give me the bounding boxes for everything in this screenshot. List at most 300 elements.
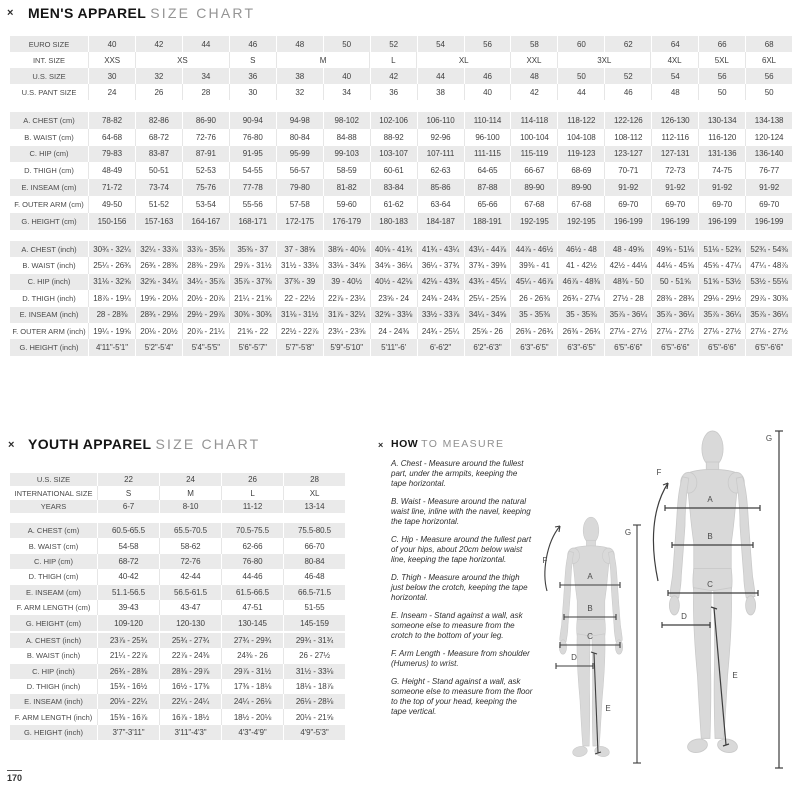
row-label: B. WAIST (cm) — [10, 538, 98, 553]
table-cell: 5'6"-5'7" — [230, 339, 277, 355]
table-cell: 25⅝ - 26 — [465, 323, 512, 339]
mens-size-cm-table — [10, 112, 792, 230]
table-cell: 39⅜ - 41 — [511, 257, 558, 273]
table-cell: 26¾ - 28⅜ — [98, 664, 160, 679]
table-cell: 34 — [324, 84, 371, 100]
table-cell: 114-118 — [511, 112, 558, 129]
table-cell: 70.5-75.5 — [222, 523, 284, 538]
table-cell: 188-191 — [465, 213, 512, 230]
measure-instruction: D. Thigh - Measure around the thigh just below the crotch, keeping the tape horizontal. — [391, 573, 528, 602]
table-cell: 50 — [699, 84, 746, 100]
row-label: INTERNATIONAL SIZE — [10, 486, 98, 499]
table-cell: 34¼ - 34⅝ — [465, 307, 512, 323]
table-cell: XXS — [89, 52, 136, 68]
table-cell: 53-54 — [183, 196, 230, 213]
adult-figure — [653, 431, 783, 768]
table-cell: 5'7"-5'8" — [277, 339, 324, 355]
mens-size-header-table — [10, 36, 792, 100]
table-cell: 47¼ - 48⅞ — [746, 257, 792, 273]
youth-size-inch-table — [10, 633, 345, 740]
row-label: E. INSEAM (cm) — [10, 179, 89, 196]
row-label: D. THIGH (cm) — [10, 162, 89, 179]
table-cell: 196-199 — [652, 213, 699, 230]
table-cell: 30¾ - 32¼ — [89, 241, 136, 257]
table-cell: 45¼ - 46⅞ — [511, 274, 558, 290]
row-label: A. CHEST (cm) — [10, 523, 98, 538]
table-cell: 112-116 — [652, 129, 699, 146]
row-label: E. INSEAM (inch) — [10, 694, 98, 709]
table-cell: 76-80 — [230, 129, 277, 146]
table-cell: 56.5-61.5 — [160, 585, 222, 600]
table-row — [10, 179, 792, 196]
table-cell: 20⅛ - 20½ — [136, 323, 183, 339]
table-cell: 35 - 35⅜ — [558, 307, 605, 323]
table-cell: 136-140 — [746, 146, 792, 163]
table-cell: 54 — [418, 36, 465, 52]
table-row — [10, 600, 345, 615]
table-cell: 44-46 — [222, 569, 284, 584]
table-cell: 72-76 — [160, 554, 222, 569]
table-cell: L — [222, 486, 284, 499]
row-label: G. HEIGHT (inch) — [10, 339, 89, 355]
table-cell: 52¾ - 54⅜ — [746, 241, 792, 257]
table-cell: 57-58 — [277, 196, 324, 213]
table-row — [10, 129, 792, 146]
table-row — [10, 84, 792, 100]
table-cell: 69-70 — [746, 196, 792, 213]
table-cell: 50 — [324, 36, 371, 52]
table-row — [10, 569, 345, 584]
table-cell: 30 — [230, 84, 277, 100]
mens-title-bold: MEN'S APPAREL — [28, 5, 147, 21]
table-cell: 26 — [222, 473, 284, 486]
table-cell: 172-175 — [277, 213, 324, 230]
table-cell: 46 — [465, 68, 512, 84]
table-cell: 71-72 — [89, 179, 136, 196]
table-cell: 6XL — [746, 52, 792, 68]
youth-section-title — [28, 436, 260, 452]
table-cell: 123-127 — [605, 146, 652, 163]
table-cell: 38 — [418, 84, 465, 100]
table-cell: 38 — [277, 68, 324, 84]
table-cell: 32 — [136, 68, 183, 84]
table-cell: 116-120 — [699, 129, 746, 146]
table-row — [10, 241, 792, 257]
table-cell: 56 — [465, 36, 512, 52]
table-cell: 58-62 — [160, 538, 222, 553]
table-cell: 91-95 — [230, 146, 277, 163]
table-cell: 20½ - 20⅞ — [183, 290, 230, 306]
table-cell: 20⅞ - 21¼ — [183, 323, 230, 339]
table-cell: 39 - 40½ — [324, 274, 371, 290]
table-cell: 65.5-70.5 — [160, 523, 222, 538]
measure-instruction: E. Inseam - Stand against a wall, ask someone else to measure from the crotch to the bottom of your leg. — [391, 611, 523, 640]
table-cell: 111-115 — [465, 146, 512, 163]
table-cell: 44 — [183, 36, 230, 52]
table-cell: 22¼ - 24¼ — [160, 694, 222, 709]
youth-label-e: E — [605, 704, 611, 713]
table-cell: 68-72 — [98, 554, 160, 569]
table-cell: 75.5-80.5 — [284, 523, 345, 538]
table-row — [10, 339, 792, 355]
table-cell: 33⅞ - 35⅜ — [183, 241, 230, 257]
table-cell: 48 - 49⅝ — [605, 241, 652, 257]
table-cell: 6'5"-6'6" — [652, 339, 699, 355]
table-cell: 53½ - 55⅛ — [746, 274, 792, 290]
table-cell: 192-195 — [511, 213, 558, 230]
table-cell: 34 — [183, 68, 230, 84]
table-cell: 28⅜ - 28¾ — [652, 290, 699, 306]
table-cell: 23¼ - 23⅝ — [324, 323, 371, 339]
table-cell: L — [370, 52, 417, 68]
table-row — [10, 146, 792, 163]
table-cell: 50 — [746, 84, 792, 100]
table-cell: 60-61 — [371, 162, 418, 179]
youth-size-cm-table — [10, 523, 345, 631]
table-row — [10, 679, 345, 694]
table-cell: 43-47 — [160, 600, 222, 615]
row-label: U.S. PANT SIZE — [10, 84, 89, 100]
table-cell: 75-76 — [183, 179, 230, 196]
table-cell: 48 — [277, 36, 324, 52]
table-cell: 68 — [746, 36, 792, 52]
youth-label-d: D — [571, 653, 577, 662]
table-row — [10, 709, 345, 724]
table-row — [10, 112, 792, 129]
table-cell: 52 — [605, 68, 652, 84]
table-cell: 51-55 — [284, 600, 345, 615]
table-cell: 55-56 — [230, 196, 277, 213]
table-cell: 130-134 — [699, 112, 746, 129]
table-cell: 110-114 — [465, 112, 512, 129]
table-cell: 72-76 — [183, 129, 230, 146]
row-label: E. INSEAM (cm) — [10, 585, 98, 600]
table-cell: 51-52 — [136, 196, 183, 213]
table-cell: 61.5-66.5 — [222, 585, 284, 600]
row-label: F. ARM LENGTH (cm) — [10, 600, 98, 615]
row-label: G. HEIGHT (cm) — [10, 615, 98, 630]
how-to-measure-figures — [538, 423, 792, 772]
row-label: YEARS — [10, 500, 98, 513]
table-cell: 59-60 — [324, 196, 371, 213]
table-cell: 29⅞ - 31½ — [222, 664, 284, 679]
table-cell: 62-66 — [222, 538, 284, 553]
table-cell: 22 — [98, 473, 160, 486]
row-label: B. WAIST (inch) — [10, 648, 98, 663]
table-cell: 21¼ - 21⅝ — [230, 290, 277, 306]
measure-instruction: C. Hip - Measure around the fullest part of your hips, about 20cm below waist line, keeping the tape horizontal. — [391, 535, 532, 564]
table-cell: 131-136 — [699, 146, 746, 163]
table-cell: 25¼ - 26¾ — [89, 257, 136, 273]
table-cell: 28 — [183, 84, 230, 100]
table-cell: 28⅜ - 29⅞ — [183, 257, 230, 273]
table-cell: 35⅞ - 37⅜ — [230, 274, 277, 290]
mens-title-light: SIZE CHART — [150, 5, 256, 21]
table-cell: 22½ - 22⅞ — [277, 323, 324, 339]
table-cell: 24⅜ - 26 — [222, 648, 284, 663]
row-label: INT. SIZE — [10, 52, 89, 68]
table-cell: 29⅞ - 31½ — [230, 257, 277, 273]
table-cell: 20⅛ - 21⅝ — [284, 709, 345, 724]
measure-instruction: A. Chest - Measure around the fullest part, under the armpits, keeping the tape horizontal. — [391, 459, 524, 488]
table-cell: 180-183 — [371, 213, 418, 230]
table-cell: 43¼ - 44⅞ — [465, 241, 512, 257]
table-row — [10, 538, 345, 553]
table-cell: 89-90 — [511, 179, 558, 196]
table-cell: 89-90 — [558, 179, 605, 196]
table-cell: S — [98, 486, 160, 499]
row-label: G. HEIGHT (cm) — [10, 213, 89, 230]
table-cell: 164-167 — [183, 213, 230, 230]
table-cell: 15⅜ - 16⅞ — [98, 709, 160, 724]
table-row — [10, 274, 792, 290]
table-cell: 32 — [277, 84, 324, 100]
table-cell: 23⅝ - 24 — [371, 290, 418, 306]
table-cell: 56 — [699, 68, 746, 84]
table-cell: 41¾ - 43¼ — [418, 241, 465, 257]
table-cell: 50 - 51⅝ — [652, 274, 699, 290]
table-cell: 127-131 — [652, 146, 699, 163]
table-cell: M — [160, 486, 222, 499]
table-cell: 49⅝ - 51⅛ — [652, 241, 699, 257]
adult-label-f: F — [656, 468, 662, 477]
table-cell: 47-51 — [222, 600, 284, 615]
row-label: C. HIP (cm) — [10, 146, 89, 163]
table-cell: 60 — [558, 36, 605, 52]
youth-title-light: SIZE CHART — [155, 436, 261, 452]
table-row — [10, 725, 345, 740]
table-cell: 3XL — [558, 52, 651, 68]
table-cell: 91-92 — [746, 179, 792, 196]
table-cell: 29⅛ - 29½ — [699, 290, 746, 306]
table-cell: 77-78 — [230, 179, 277, 196]
table-cell: 24 — [160, 473, 222, 486]
table-cell: 20⅛ - 22¼ — [98, 694, 160, 709]
table-cell: 106-110 — [418, 112, 465, 129]
table-cell: 44 — [418, 68, 465, 84]
table-cell: 5'9"-5'10" — [324, 339, 371, 355]
table-cell: 25¼ - 25⅝ — [465, 290, 512, 306]
table-cell: 54-55 — [230, 162, 277, 179]
table-cell: 25¾ - 27¾ — [160, 633, 222, 648]
table-cell: 36¼ - 37¾ — [418, 257, 465, 273]
mens-size-inch-table — [10, 241, 792, 356]
table-cell: 58-59 — [324, 162, 371, 179]
table-cell: 91-92 — [699, 179, 746, 196]
table-cell: 46⅞ - 48⅜ — [558, 274, 605, 290]
mens-section-title — [28, 5, 255, 21]
table-row — [10, 323, 792, 339]
youth-label-b: B — [587, 604, 593, 613]
table-row — [10, 585, 345, 600]
table-cell: 46 — [230, 36, 277, 52]
table-cell: 69-70 — [699, 196, 746, 213]
table-cell: 36 — [230, 68, 277, 84]
table-cell: 64 — [652, 36, 699, 52]
table-cell: 35⅞ - 36¼ — [746, 307, 792, 323]
table-cell: 27⅛ - 27½ — [746, 323, 792, 339]
table-cell: 108-112 — [605, 129, 652, 146]
table-cell: 5'11"-6' — [371, 339, 418, 355]
table-cell: 28⅜ - 29⅞ — [160, 664, 222, 679]
how-to-measure-marker-icon: × — [378, 440, 384, 450]
table-cell: 72-73 — [652, 162, 699, 179]
row-label: D. THIGH (inch) — [10, 290, 89, 306]
table-cell: 184-187 — [418, 213, 465, 230]
table-cell: 31½ - 33⅛ — [277, 257, 324, 273]
table-cell: 27¾ - 29¾ — [222, 633, 284, 648]
table-cell: 56-57 — [277, 162, 324, 179]
table-cell: 50 — [558, 68, 605, 84]
table-cell: 83-87 — [136, 146, 183, 163]
table-cell: 91-92 — [605, 179, 652, 196]
table-cell: 3'11"-4'3" — [160, 725, 222, 740]
table-cell: 40 — [324, 68, 371, 84]
adult-label-a: A — [707, 495, 713, 504]
table-cell: 27⅛ - 27½ — [605, 323, 652, 339]
row-label: C. HIP (inch) — [10, 274, 89, 290]
adult-label-e: E — [732, 671, 738, 680]
table-cell: 68-69 — [558, 162, 605, 179]
table-cell: 5XL — [699, 52, 746, 68]
table-cell: 26⅜ - 26¾ — [511, 323, 558, 339]
table-cell: S — [230, 52, 277, 68]
table-row — [10, 486, 345, 499]
table-row — [10, 554, 345, 569]
table-cell: 67-68 — [511, 196, 558, 213]
table-cell: 50-51 — [136, 162, 183, 179]
table-cell: 96-100 — [465, 129, 512, 146]
table-cell: 22 - 22½ — [277, 290, 324, 306]
table-cell: 66-67 — [511, 162, 558, 179]
table-cell: 66 — [699, 36, 746, 52]
table-cell: 87-88 — [465, 179, 512, 196]
table-cell: 18⅞ - 19¼ — [89, 290, 136, 306]
how-title-bold: HOW — [391, 438, 419, 450]
table-cell: 54-58 — [98, 538, 160, 553]
table-cell: 13-14 — [284, 500, 345, 513]
table-cell: 92-96 — [418, 129, 465, 146]
row-label: A. CHEST (inch) — [10, 633, 98, 648]
table-cell: 64-65 — [465, 162, 512, 179]
table-row — [10, 290, 792, 306]
table-cell: 24 - 24⅜ — [371, 323, 418, 339]
table-cell: 6'5"-6'6" — [605, 339, 652, 355]
table-cell: 6'3"-6'5" — [558, 339, 605, 355]
page-number-rule — [7, 770, 22, 771]
table-row — [10, 615, 345, 630]
table-cell: 33⅛ - 34⅝ — [324, 257, 371, 273]
table-cell: 43¾ - 45¼ — [465, 274, 512, 290]
row-label: F. ARM LENGTH (inch) — [10, 709, 98, 724]
youth-size-header-table — [10, 473, 345, 513]
table-cell: 6'-6'2" — [418, 339, 465, 355]
table-cell: 26 — [136, 84, 183, 100]
table-cell: 17⅜ - 18⅛ — [222, 679, 284, 694]
table-cell: 81-82 — [324, 179, 371, 196]
table-row — [10, 523, 345, 538]
adult-label-b: B — [707, 532, 713, 541]
table-cell: 68-72 — [136, 129, 183, 146]
table-cell: 98-102 — [324, 112, 371, 129]
how-to-measure-title — [391, 438, 504, 450]
table-cell: 52-53 — [183, 162, 230, 179]
table-cell: 42 — [371, 68, 418, 84]
table-cell: 134-138 — [746, 112, 792, 129]
table-cell: 80-84 — [284, 554, 345, 569]
table-cell: 42½ - 44⅛ — [605, 257, 652, 273]
measure-instruction: G. Height - Stand against a wall, ask someone else to measure from the floor to the top of your head, keeping the tape vertical. — [391, 677, 533, 716]
table-cell: 79-80 — [277, 179, 324, 196]
table-cell: 65-66 — [465, 196, 512, 213]
table-cell: 168-171 — [230, 213, 277, 230]
table-cell: 63-64 — [418, 196, 465, 213]
table-cell: 94-98 — [277, 112, 324, 129]
youth-label-c: C — [587, 632, 593, 641]
table-row — [10, 633, 345, 648]
table-cell: 88-92 — [371, 129, 418, 146]
table-cell: 5'4"-5'5" — [183, 339, 230, 355]
table-cell: 33½ - 33⅞ — [418, 307, 465, 323]
table-cell: 66.5-71.5 — [284, 585, 345, 600]
table-cell: 4'11"-5'1" — [89, 339, 136, 355]
table-cell: 24⅜ - 24¾ — [418, 290, 465, 306]
table-cell: 104-108 — [558, 129, 605, 146]
table-cell: 102-106 — [371, 112, 418, 129]
table-cell: 31⅛ - 31½ — [277, 307, 324, 323]
table-cell: 8-10 — [160, 500, 222, 513]
youth-section-marker-icon: × — [8, 439, 15, 451]
table-cell: 40-42 — [98, 569, 160, 584]
table-cell: 28¾ - 29⅛ — [136, 307, 183, 323]
table-cell: 82-86 — [136, 112, 183, 129]
table-cell: 100-104 — [511, 129, 558, 146]
table-cell: 31⅞ - 32¼ — [324, 307, 371, 323]
table-row — [10, 307, 792, 323]
table-cell: 4XL — [651, 52, 698, 68]
table-cell: 24¾ - 25¼ — [418, 323, 465, 339]
table-cell: 30 — [89, 68, 136, 84]
table-row — [10, 196, 792, 213]
table-row — [10, 68, 792, 84]
table-cell: 46 — [605, 84, 652, 100]
table-cell: 30⅜ - 30¾ — [230, 307, 277, 323]
table-row — [10, 162, 792, 179]
table-cell: 23⅞ - 25¾ — [98, 633, 160, 648]
row-label: G. HEIGHT (inch) — [10, 725, 98, 740]
row-label: D. THIGH (cm) — [10, 569, 98, 584]
table-row — [10, 257, 792, 273]
table-cell: 54 — [652, 68, 699, 84]
table-cell: 109-120 — [98, 615, 160, 630]
row-label: A. CHEST (cm) — [10, 112, 89, 129]
how-to-measure-instructions — [391, 459, 533, 725]
table-cell: 6'3"-6'5" — [511, 339, 558, 355]
table-cell: 118-122 — [558, 112, 605, 129]
table-cell: 79-83 — [89, 146, 136, 163]
table-cell: 61-62 — [371, 196, 418, 213]
table-row — [10, 648, 345, 663]
table-cell: 45⅝ - 47¼ — [699, 257, 746, 273]
row-label: U.S. SIZE — [10, 68, 89, 84]
table-cell: 22⅞ - 24⅜ — [160, 648, 222, 663]
table-cell: 58 — [511, 36, 558, 52]
table-cell: 74-75 — [699, 162, 746, 179]
table-cell: 122-126 — [605, 112, 652, 129]
table-cell: 145-159 — [284, 615, 345, 630]
table-cell: 48-49 — [89, 162, 136, 179]
table-cell: 69-70 — [652, 196, 699, 213]
